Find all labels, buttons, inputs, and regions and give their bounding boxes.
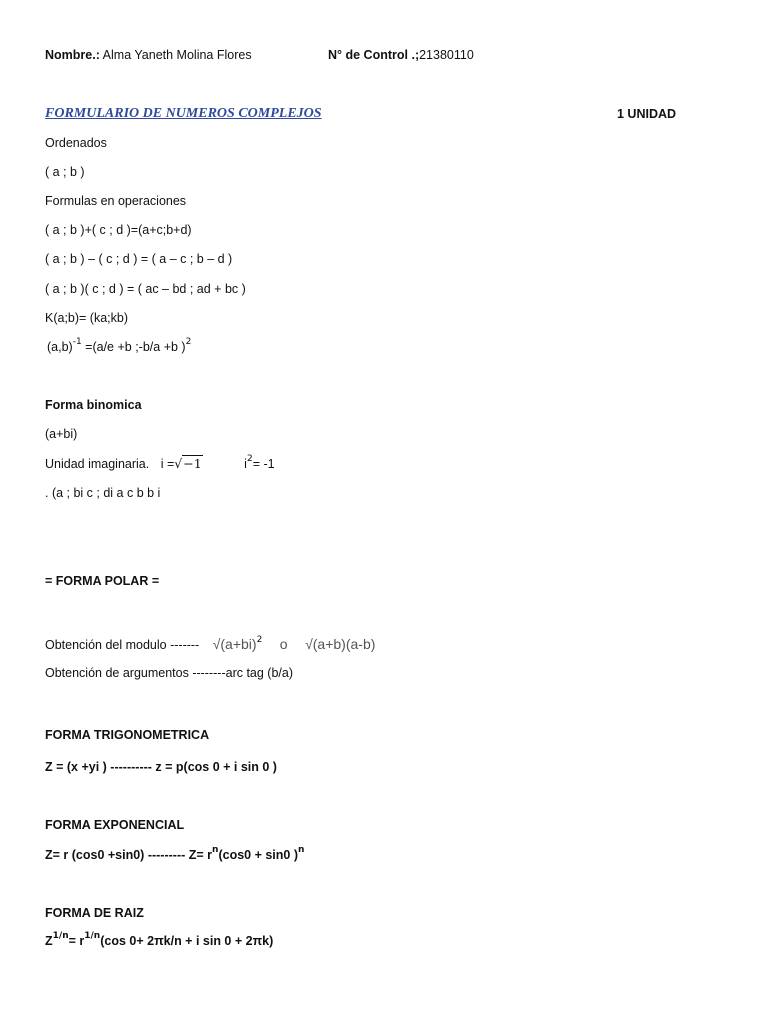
inverse-square: 2: [185, 337, 192, 347]
root-rest: (cos 0+ 2πk/n + i sin 0 + 2πk): [100, 934, 274, 948]
root-heading: FORMA DE RAIZ: [45, 906, 144, 920]
binomial-form: (a+bi): [45, 427, 78, 441]
name-value: Alma Yaneth Molina Flores: [102, 48, 252, 62]
expo-heading: FORMA EXPONENCIAL: [45, 818, 185, 832]
unit-label: 1 UNIDAD: [617, 107, 677, 121]
i-squared-value: = -1: [252, 457, 275, 471]
ordered-heading: Ordenados: [45, 136, 107, 150]
i-equals: i =: [160, 457, 175, 471]
inverse-left: (a,b): [47, 340, 73, 354]
argument-line: Obtención de argumentos --------arc tag (b/a): [45, 666, 294, 680]
imaginary-unit-label: Unidad imaginaria.: [45, 457, 150, 471]
root-formula: [45, 931, 274, 948]
modulo-formula-2: √(a+b)(a-b): [305, 636, 376, 652]
scalar-formula: K(a;b)= (ka;kb): [45, 311, 129, 325]
page-title: FORMULARIO DE NUMEROS COMPLEJOS: [45, 106, 322, 121]
modulo-label: Obtención del modulo -------: [45, 638, 200, 652]
binomial-heading: Forma binomica: [45, 398, 142, 412]
expo-exponent-n2: n: [298, 845, 305, 855]
inverse-right: =(a/e +b ;-b/a +b ): [85, 340, 186, 354]
trig-formula: Z = (x +yi ) ---------- z = p(cos 0 + i sin 0 ): [45, 760, 277, 774]
modulo-line: [45, 636, 375, 652]
modulo-formula-1: √(a+bi): [212, 636, 257, 652]
header-line: [45, 48, 252, 62]
sqrt-symbol: √: [174, 456, 183, 471]
expo-left: Z= r (cos0 +sin0) --------- Z= r: [45, 848, 213, 862]
modulo-or: o: [279, 636, 288, 652]
expo-exponent-n: n: [212, 845, 219, 855]
i-squared-exponent: 2: [246, 454, 253, 464]
modulo-exponent: 2: [256, 635, 263, 645]
root-r-exponent: 1/n: [84, 931, 101, 941]
binomial-extra: . (a ; bi c ; di a c b b i: [45, 486, 161, 500]
diff-formula: ( a ; b ) – ( c ; d ) = ( a – c ; b – d ): [45, 252, 233, 266]
control-line: [328, 48, 474, 62]
ordered-pair: ( a ; b ): [45, 165, 85, 179]
expo-formula: [45, 845, 305, 862]
prod-formula: ( a ; b )( c ; d ) = ( ac – bd ; ad + bc ): [45, 282, 246, 296]
neg-one: −1: [183, 456, 202, 471]
trig-heading: FORMA TRIGONOMETRICA: [45, 728, 210, 742]
root-z-exponent: 1/n: [52, 931, 69, 941]
polar-heading: = FORMA POLAR =: [45, 574, 160, 588]
inverse-formula: [47, 337, 192, 354]
sum-formula: ( a ; b )+( c ; d )=(a+c;b+d): [45, 223, 192, 237]
imaginary-unit-line: [45, 456, 275, 471]
ops-heading: Formulas en operaciones: [45, 194, 187, 208]
control-value: 21380110: [419, 48, 474, 62]
root-z: Z: [45, 934, 53, 948]
expo-right: (cos0 + sin0 ): [218, 848, 299, 862]
i-squared-base: i: [244, 457, 247, 471]
name-label: Nombre.:: [45, 48, 100, 62]
control-label: N° de Control .;: [328, 48, 420, 62]
inverse-exponent: -1: [72, 337, 82, 347]
root-eq-r: = r: [68, 934, 85, 948]
